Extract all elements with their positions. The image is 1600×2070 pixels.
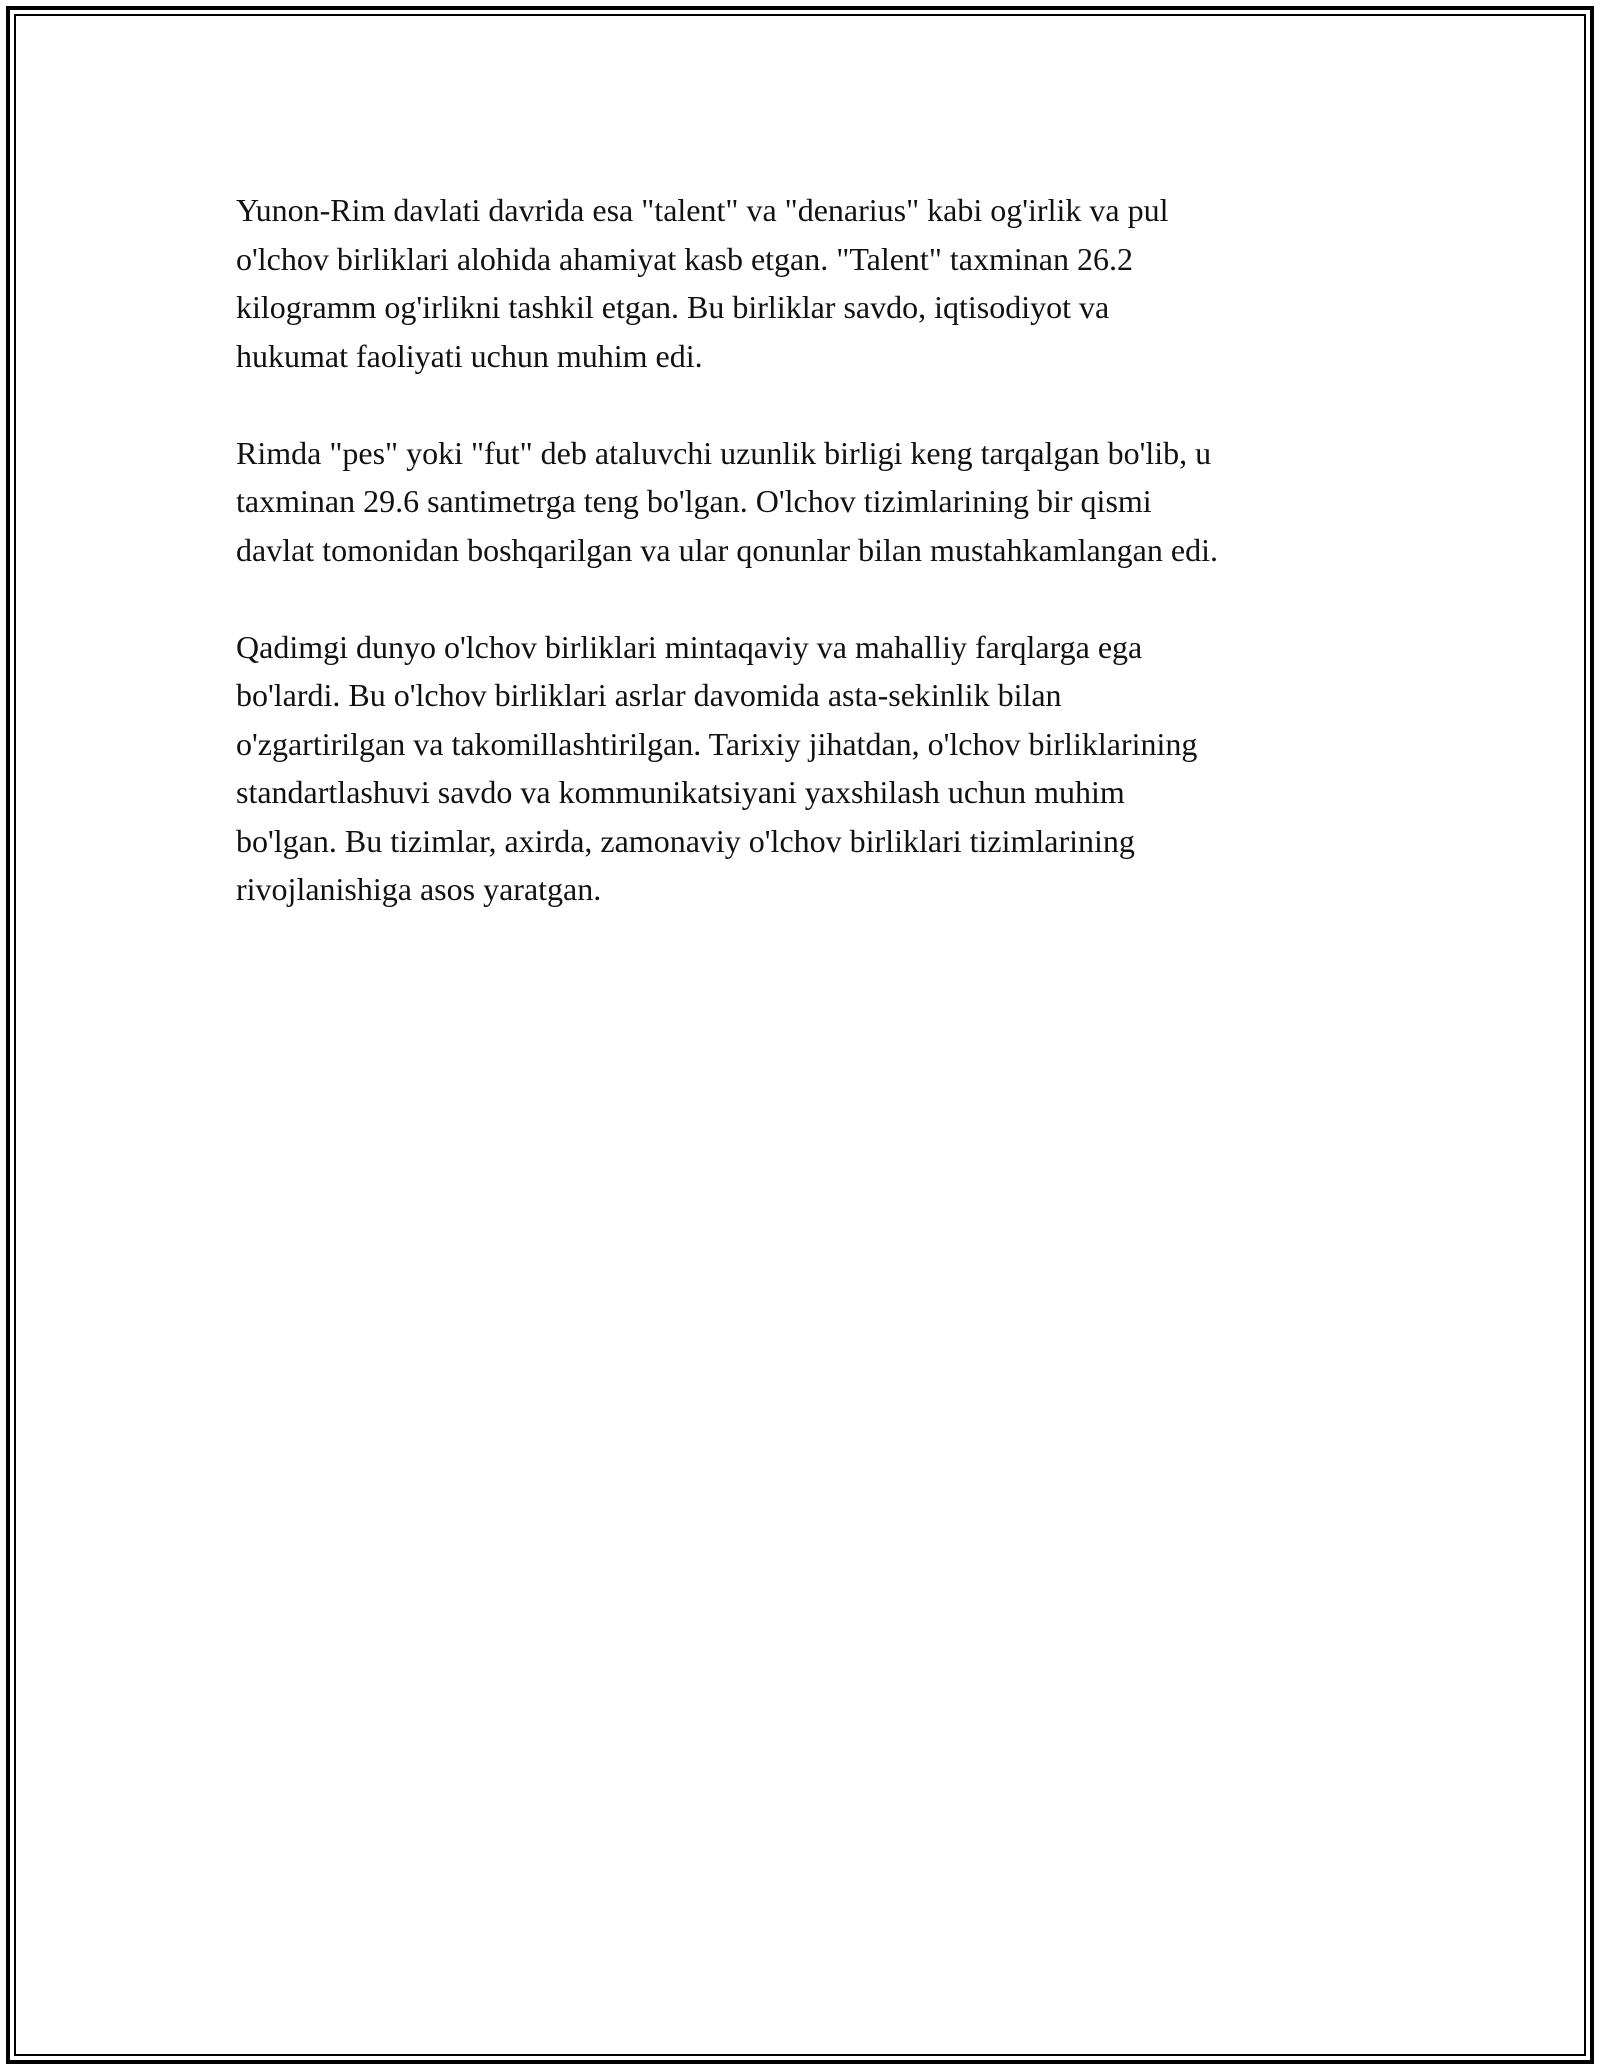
document-body bbox=[236, 186, 1416, 962]
text-line: standartlashuvi savdo va kommunikatsiyani yaxshilash uchun muhim bbox=[236, 774, 1125, 810]
text-line: bo'lardi. Bu o'lchov birliklari asrlar davomida asta-sekinlik bilan bbox=[236, 677, 1062, 713]
paragraph-2 bbox=[236, 429, 1416, 575]
text-line: taxminan 29.6 santimetrga teng bo'lgan. O'lchov tizimlarining bir qismi bbox=[236, 483, 1152, 519]
text-line: davlat tomonidan boshqarilgan va ular qonunlar bilan mustahkamlangan edi. bbox=[236, 531, 1218, 568]
text-line: Yunon-Rim davlati davrida esa "talent" va "denarius" kabi og'irlik va pul bbox=[236, 192, 1169, 228]
text-line: rivojlanishiga asos yaratgan. bbox=[236, 871, 602, 907]
text-line: bo'lgan. Bu tizimlar, axirda, zamonaviy o'lchov birliklari tizimlarining bbox=[236, 822, 1135, 859]
text-line: Rimda "pes" yoki "fut" deb ataluvchi uzunlik birligi keng tarqalgan bo'lib, u bbox=[236, 434, 1212, 471]
paragraph-3 bbox=[236, 623, 1416, 914]
text-line: Qadimgi dunyo o'lchov birliklari mintaqaviy va mahalliy farqlarga ega bbox=[236, 628, 1143, 665]
text-line: o'zgartirilgan va takomillashtirilgan. Tarixiy jihatdan, o'lchov birliklarining bbox=[236, 725, 1198, 762]
paragraph-1 bbox=[236, 186, 1416, 380]
text-line: kilogramm og'irlikni tashkil etgan. Bu birliklar savdo, iqtisodiyot va bbox=[236, 289, 1110, 325]
text-line: o'lchov birliklari alohida ahamiyat kasb etgan. "Talent" taxminan 26.2 bbox=[236, 240, 1133, 277]
text-line: hukumat faoliyati uchun muhim edi. bbox=[236, 337, 703, 374]
